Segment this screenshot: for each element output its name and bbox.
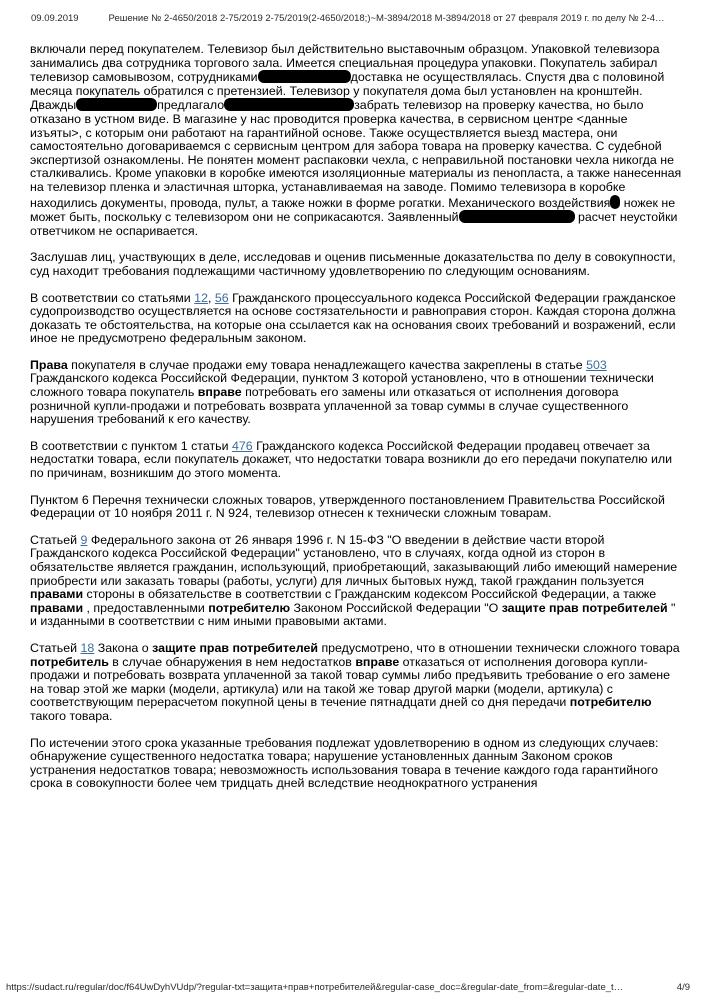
text-run: Закона о — [94, 640, 153, 655]
bold-text: потребителю — [569, 695, 652, 710]
text-run: потребовать его замены или отказаться от исполнения договора розничной купли-продажи и потребовать возврата уплаченной за товар суммы в случае существенного нарушения требований к его качеству. — [30, 385, 629, 427]
paragraph — [30, 494, 682, 521]
text-run: Гражданского процессуального кодекса Российской Федерации гражданское судопроизводство осуществляется на основе состязательности и равноправия сторон. Каждая сторона должна доказать те обстоятельства, на которые она ссылается как на основания своих требований и возражений, если иное не предусмотрено федеральным законом. — [30, 290, 676, 346]
text-run: Гражданского кодекса Российской Федерации, пунктом 3 которой установлено, что в отношении технически сложного товара покупатель — [30, 371, 654, 400]
redaction-box — [76, 98, 157, 111]
statute-link[interactable]: 56 — [214, 290, 229, 305]
page-indicator: 4/9 — [676, 982, 690, 993]
statute-link[interactable]: 503 — [586, 357, 607, 372]
document-body — [30, 43, 682, 804]
paragraph — [30, 737, 682, 791]
source-url: https://sudact.ru/regular/doc/f64UwDyhVUdp/?regular-txt=защита+прав+потребителей&regular-case_doc=&regular-date_from=&regular-date_t… — [6, 982, 624, 993]
text-run: предлагало — [157, 98, 225, 113]
redaction-box — [610, 195, 620, 209]
text-run: Заслушав лиц, участвующих в деле, исследовав и оценив письменные доказательства по делу в совокупности, суд находит требования подлежащими частичному удовлетворению по следующим основаниям. — [30, 250, 676, 278]
text-run: стороны в обязательстве в соответствии с Гражданским кодексом Российской Федерации, а также — [83, 587, 657, 602]
paragraph — [30, 440, 682, 481]
text-run: расчет неустойки ответчиком не оспаривается. — [30, 210, 678, 238]
statute-link[interactable]: 18 — [80, 640, 95, 655]
redaction-box — [224, 98, 354, 111]
bold-text: потребителю — [208, 600, 291, 615]
bold-text: вправе — [197, 385, 242, 400]
text-run: в случае обнаружения в нем недостатков — [108, 654, 356, 669]
text-run: " и изданными в соответствии с ним иными правовыми актами. — [30, 600, 676, 629]
text-run: Пунктом 6 Перечня технически сложных товаров, утвержденного постановлением Правительства Российской Федерации от 10 ноября 2011 г. N 924, телевизор отнесен к технически сложным товарам. — [30, 492, 665, 521]
text-run: В соответствии со статьями — [30, 290, 195, 305]
print-footer — [6, 982, 690, 993]
bold-text: защите прав потребителей — [501, 600, 668, 615]
print-date: 09.09.2019 — [31, 13, 79, 24]
bold-text: Права — [30, 357, 68, 372]
text-run: включали перед покупателем. Телевизор был действительно выставочным образцом. Упаковкой телевизора занимались два сотрудника торгового зала. Имеется специальная процедура упаковки. Покупатель забирал телевизор самовывозом, сотрудниками — [30, 42, 660, 85]
paragraph — [30, 359, 682, 427]
paragraph — [30, 642, 682, 724]
text-run: По истечении этого срока указанные требования подлежат удовлетворению в одном из следующих случаев: обнаружение существенного недостатка товара; нарушение установленных данным Законом сроков устранения недостатков товара; невозможность использования товара в течение каждого года гарантийного срока в совокупности более чем тридцать дней вследствие неоднократного устранения — [30, 735, 659, 791]
paragraph — [30, 251, 682, 278]
bold-text: правами — [30, 587, 84, 602]
text-run: забрать телевизор на проверку качества, но было отказано в устном виде. В магазине у нас проводится проверка качества, в сервисном центре <данные изъяты>, с которым они работают на гарантийной основе. Также осуществляется выезд мастера, они самостоятельно договариваемся с сервисным центром для забора товара на проверку качества. С судебной экспертизой ознакомлены. Не понятен момент распаковки чехла, с неправильной постановки чехла никогда не сталкивались. Кроме упаковки в коробке имеются изоляционные материалы из пенопласта, а также нанесенная на телевизор пленка и эластичная шторка, устанавливаемая на заводе. Помимо телевизора в коробке находились документы, провода, пульт, а также ножки в форме рогатки. Механического воздействия — [30, 98, 682, 210]
bold-text: вправе — [355, 654, 400, 669]
bold-text: защите прав потребителей — [152, 640, 318, 655]
bold-text: потребитель — [30, 654, 109, 669]
text-run: , — [207, 290, 215, 305]
text-run: Законом Российской Федерации "О — [290, 600, 502, 615]
document-title: Решение № 2-4650/2018 2-75/2019 2-75/2019(2-4650/2018;)~М-3894/2018 М-3894/2018 от 27 февраля 2019 г. по делу № 2-4… — [108, 13, 665, 24]
text-run: такого товара. — [30, 708, 113, 723]
text-run: Гражданского кодекса Российской Федерации продавец отвечает за недостатки товара, если покупатель докажет, что недостатки товара возникли до его передачи покупателю или по причинам, возникшим до этого момента. — [30, 438, 673, 481]
text-run: Статьей — [30, 640, 81, 655]
text-run: покупателя в случае продажи ему товара ненадлежащего качества закреплены в статье — [67, 357, 587, 372]
print-header — [31, 13, 693, 24]
redaction-box — [459, 210, 575, 223]
bold-text: правами — [30, 600, 84, 615]
paragraph — [30, 43, 682, 238]
text-run: , предоставленными — [83, 600, 209, 615]
text-run: В соответствии с пунктом 1 статьи — [30, 438, 232, 453]
paragraph — [30, 534, 682, 629]
statute-link[interactable]: 476 — [231, 438, 253, 453]
text-run: доставка не осуществлялась. Спустя два с половиной месяца покупатель обратился с претензией. Телевизор у покупателя дома был установлен на кронштейн. Дважды — [30, 70, 665, 113]
paragraph — [30, 292, 682, 346]
redaction-box — [258, 70, 351, 83]
text-run: ножек не может быть, поскольку с телевизором они не соприкасаются. Заявленный — [30, 195, 676, 225]
text-run: Федерального закона от 26 января 1996 г. N 15-ФЗ "О введении в действие части второй Гражданского кодекса Российской Федерации" установлено, что в случаях, когда одной из сторон в обязательстве является гражданин, использующий, приобретающий, заказывающий либо имеющий намерение приобрести или заказать товары (работы, услуги) для личных бытовых нужд, такой гражданин пользуется — [30, 532, 678, 588]
text-run: предусмотрено, что в отношении технически сложного товара — [318, 640, 680, 655]
statute-link[interactable]: 12 — [194, 290, 208, 305]
text-run: отказаться от исполнения договора купли-продажи и потребовать возврата уплаченной за такой товар суммы либо предъявить требование о его замене на товар этой же марки (модели, артикула) или на такой же товар другой марки (модели, артикула) с соответствующим перерасчетом покупной цены в течение пятнадцати дней со дня передачи — [30, 654, 671, 710]
statute-link[interactable]: 9 — [80, 532, 88, 547]
text-run: Статьей — [30, 532, 81, 547]
